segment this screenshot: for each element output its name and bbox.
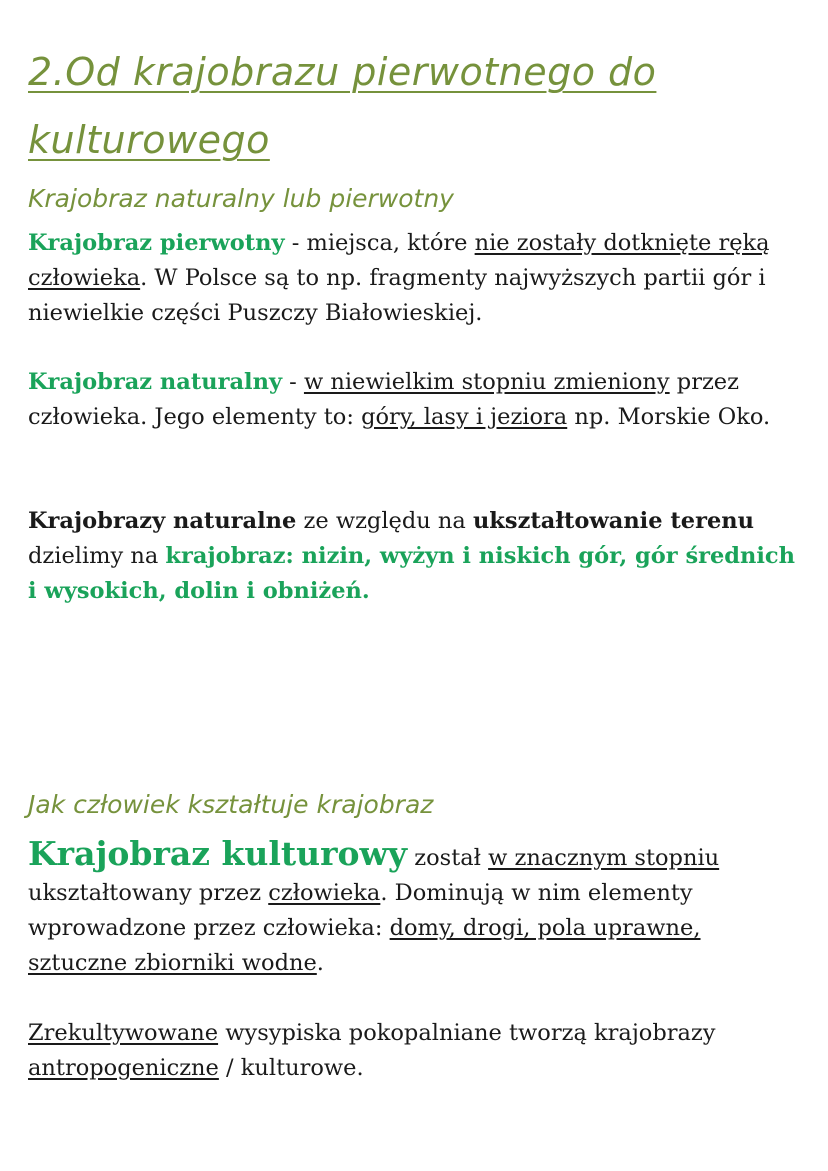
section-heading-natural: Krajobraz naturalny lub pierwotny <box>28 184 454 213</box>
underlined-text: w niewielkim stopniu zmieniony <box>303 369 670 395</box>
bold-text: Krajobrazy naturalne <box>28 508 297 534</box>
text-span: / kulturowe. <box>218 1055 364 1081</box>
page-title: 2.Od krajobrazu pierwotnego do kulturowego <box>28 50 657 162</box>
text-span: ze względu na <box>296 508 473 534</box>
text-span: przez człowieka. Jego elementy to: <box>28 369 739 430</box>
underlined-text: w znacznym stopniu <box>488 845 720 871</box>
paragraph-kulturowy <box>28 836 800 981</box>
underlined-text: nie zostały dotknięte ręką człowieka <box>28 230 770 291</box>
bold-text: ukształtowanie terenu <box>472 508 754 534</box>
term-krajobraz-types: krajobraz: nizin, wyżyn i niskich gór, gór średnich i wysokich, dolin i obniżeń. <box>28 543 795 604</box>
term-krajobraz-pierwotny: Krajobraz pierwotny <box>28 230 285 256</box>
paragraph-rekultywacja <box>28 1016 800 1086</box>
text-span: ukształtowany przez <box>28 880 269 906</box>
text-span: - miejsca, które <box>284 230 475 256</box>
text-span: dzielimy na <box>28 543 166 569</box>
section-heading-human: Jak człowiek kształtuje krajobraz <box>28 790 434 819</box>
paragraph-pierwotny <box>28 226 800 331</box>
paragraph-podzial <box>28 504 800 609</box>
text-span: wysypiska pokopalniane tworzą krajobrazy <box>218 1020 716 1046</box>
underlined-text: domy, drogi, pola uprawne, sztuczne zbiorniki wodne <box>28 915 701 976</box>
underlined-text: Zrekultywowane <box>28 1020 219 1046</box>
term-krajobraz-kulturowy: Krajobraz kulturowy <box>28 834 408 873</box>
text-span: . Dominują w nim elementy wprowadzone przez człowieka: <box>28 880 693 941</box>
underlined-text: antropogeniczne <box>28 1055 219 1081</box>
term-krajobraz-naturalny: Krajobraz naturalny <box>28 369 283 395</box>
underlined-text: człowieka <box>268 880 381 906</box>
text-span: np. Morskie Oko. <box>567 404 771 430</box>
text-span: . <box>316 950 324 976</box>
text-span: - <box>282 369 304 395</box>
text-span: . W Polsce są to np. fragmenty najwyższych partii gór i niewielkie części Puszczy Białowieskiej. <box>28 265 766 326</box>
paragraph-naturalny <box>28 365 800 435</box>
text-span: został <box>407 845 489 871</box>
underlined-text: góry, lasy i jeziora <box>361 404 568 430</box>
